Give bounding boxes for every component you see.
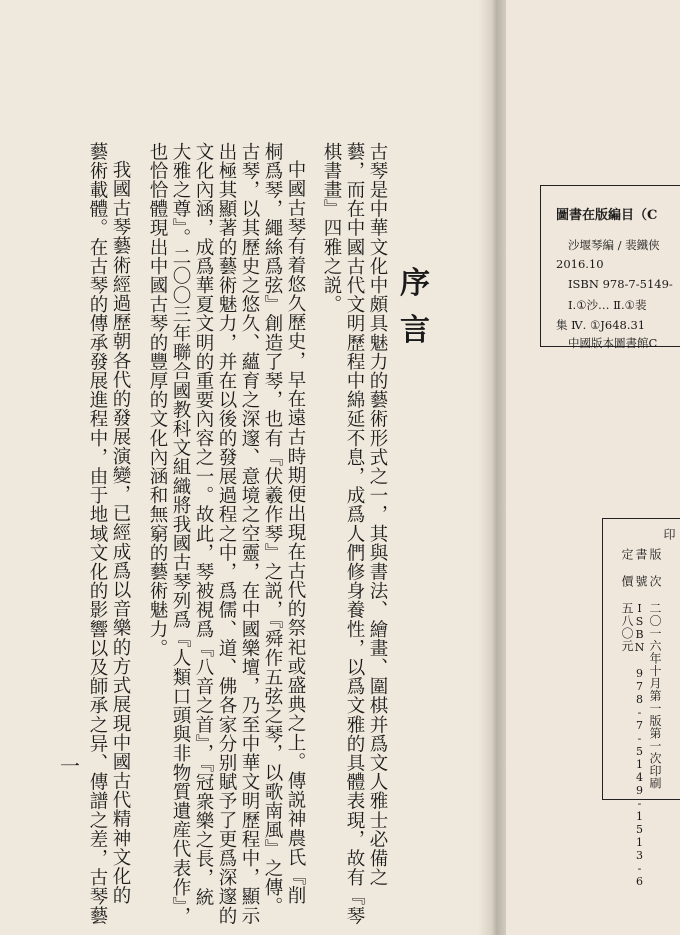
text-column-10: 也恰恰體現出中國古琴的豐厚的文化內涵和無窮的藝術魅力。 [147,142,168,658]
imprint-label-1: 印 [662,528,676,541]
text-column-7: 出極其顯著的藝術魅力，并在以後的發展過程之中，爲儒、道、佛各家分别賦予了更爲深邃的 [216,142,237,926]
text-column-5: 桐爲琴，繩絲爲弦』創造了琴，也有『伏羲作琴』之説，『舜作五弦之琴，以歌南風』之傳。 [262,142,283,916]
cip-line-1: 沙堰琴編 / 裴鐵俠 [568,238,660,252]
imprint-label-2: 版 [648,548,662,561]
page-number: 一 [60,754,80,778]
text-column-3: 棋書畫』四雅之説。 [321,142,342,314]
imprint-label-6: 號 [634,575,648,588]
cip-line-3: ISBN 978-7-5149- [568,277,673,291]
imprint-label-5: 次 [648,575,662,588]
imprint-value-1: 二〇一六年十月第一版第一次印刷 [648,602,662,790]
cip-line-2: 2016.10 [556,257,604,271]
cip-line-4: Ⅰ.①沙… Ⅱ.①裴 [568,298,647,312]
imprint-label-4: 定 [620,548,634,561]
text-column-6: 古琴，以其歷史之悠久、蘊育之深邃、意境之空靈，在中國樂壇，乃至中華文明歷程中，顯示 [239,142,260,926]
imprint-value-2: ISBN 978-7-5149-1513-6 [633,602,646,888]
text-column-4: 中國古琴有着悠久歷史，早在遠古時期便出現在古代的祭祀或盛典之上。傳説神農氏『削 [285,160,306,905]
cip-line-5: 集 Ⅳ. ①J648.31 [556,318,646,332]
text-column-2: 藝，而在中國古代文明歷程中綿延不息，成爲人們修身養性，以爲文雅的具體表現，故有『琴 [344,142,365,926]
title-char-1: 序 [400,266,430,301]
text-column-9: 大雅之尊』。二〇〇三年聯合國教科文組織將我國古琴列爲『人類口頭與非物質遺産代表作』， [170,142,191,926]
imprint-label-7: 價 [620,575,634,588]
text-column-8: 文化內涵，成爲華夏文明的重要內容之一。故此，琴被視爲『八音之首』，『冠衆樂之長，統 [193,142,214,907]
cip-line-6: 中國版本圖書館C [568,336,658,350]
text-column-11: 我國古琴藝術經過歷朝各代的發展演變，已經成爲以音樂的方式展現中國古代精神文化的 [110,160,131,905]
imprint-label-3: 書 [634,548,648,561]
text-column-1: 古琴是中華文化中頗具魅力的藝術形式之一，其與書法、繪畫、圍棋并爲文人雅士必備之 [367,142,388,887]
imprint-value-3: 五八〇元 [620,602,634,652]
cip-title: 圖書在版編目（C [556,208,658,223]
title-char-2: 言 [400,313,430,348]
text-column-12: 藝術載體。在古琴的傳承發展進程中，由于地域文化的影響以及師承之异、傳譜之差，古琴藝 [87,142,108,926]
